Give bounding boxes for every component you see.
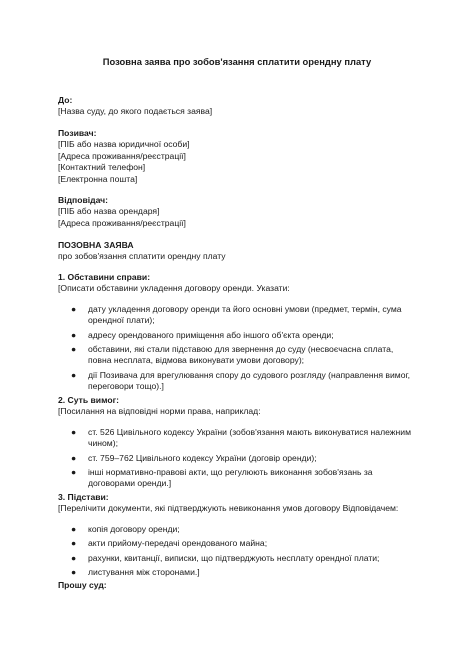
section-heading: 3. Підстави: [58,492,109,502]
claim-heading-block [58,240,414,263]
bullet-icon: ● [71,344,77,355]
list-item: ● ст. 526 Цивільного кодексу України (зобов'язання мають виконуватися належним чином); [71,426,411,449]
claims-list [58,427,414,490]
list-item: ● дії Позивача для врегулювання спору до судового розгляду (направлення вимог, переговори тощо).] [71,369,410,392]
list-item: ● ст. 759–762 Цивільного кодексу України (договір оренди); [71,452,317,463]
list-item: ● обставини, які стали підставою для звернення до суду (несвоєчасна сплата, повна несплата, відмова виконувати умови договору); [71,344,394,366]
addressee-label: До: [58,95,73,105]
list-item: ● листування між сторонами.] [71,567,200,578]
bullet-icon: ● [71,329,77,340]
section-circumstances [58,272,414,393]
bullet-icon: ● [71,567,77,578]
bullet-icon: ● [71,538,77,549]
list-item: ● копія договору оренди; [71,523,180,534]
court-name-placeholder: [Назва суду, до якого подається заява] [58,106,213,117]
defendant-name-placeholder: [ПІБ або назва орендаря] [58,206,160,217]
plaintiff-email-placeholder: [Електронна пошта] [58,173,138,184]
plaintiff-name-placeholder: [ПІБ або назва юридичної особи] [58,139,190,150]
section-grounds [58,492,414,578]
defendant-block [58,195,414,229]
bullet-icon: ● [71,303,77,314]
list-item: ● інші нормативно-правові акти, що регулюють виконання зобов'язань за договорами оренди.] [71,467,373,489]
section-intro: [Посилання на відповідні норми права, наприклад: [58,406,261,417]
circumstances-list [58,304,414,393]
list-item: ● акти прийому-передачі орендованого майна; [71,538,268,549]
request-block [58,580,414,591]
claim-subheading: про зобов'язання сплатити орендну плату [58,251,226,262]
bullet-icon: ● [71,523,77,534]
plaintiff-address-placeholder: [Адреса проживання/реєстрації] [58,150,186,161]
list-item: ● дату укладення договору оренди та його основні умови (предмет, термін, сума орендної плати); [71,303,402,326]
plaintiff-label: Позивач: [58,128,97,138]
list-item: ● рахунки, квитанції, виписки, що підтверджують несплату орендної плати; [71,552,380,563]
bullet-icon: ● [71,467,77,478]
grounds-list [58,524,414,579]
plaintiff-phone-placeholder: [Контактний телефон] [58,162,146,173]
bullet-icon: ● [71,369,77,380]
section-intro: [Описати обставини укладення договору оренди. Указати: [58,283,290,294]
plaintiff-block [58,128,414,185]
bullet-icon: ● [71,552,77,563]
section-heading: 2. Суть вимог: [58,395,120,405]
defendant-label: Відповідач: [58,195,109,205]
addressee-block [58,95,414,118]
claim-heading: ПОЗОВНА ЗАЯВА [58,240,134,250]
bullet-icon: ● [71,426,77,437]
section-heading: 1. Обставини справи: [58,272,151,282]
list-item: ● адресу орендованого приміщення або іншого об'єкта оренди; [71,329,334,340]
bullet-icon: ● [71,452,77,463]
section-claims [58,395,414,490]
defendant-address-placeholder: [Адреса проживання/реєстрації] [58,217,186,228]
section-intro: [Перелічити документи, які підтверджують невиконання умов договору Відповідачем: [58,503,399,514]
request-heading: Прошу суд: [58,580,107,590]
document-title: Позовна заява про зобов'язання сплатити орендну плату [102,56,372,67]
